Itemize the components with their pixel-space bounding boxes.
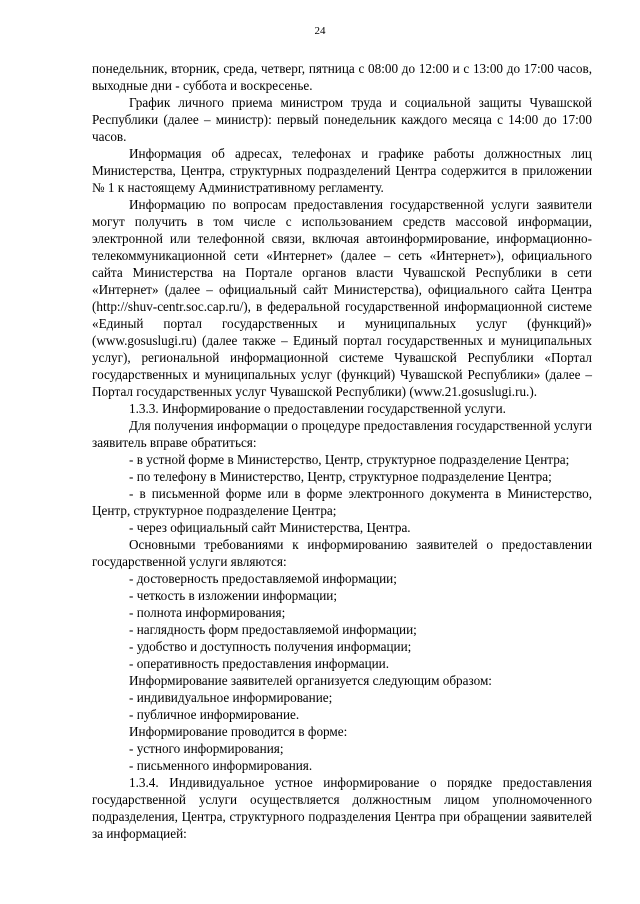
paragraph: - оперативность предоставления информации. xyxy=(129,656,390,671)
paragraph: График личного приема министром труда и социальной защиты Чувашской Республики (далее – министр): первый понедельник каждого месяца с 14:00 до 17:00 часов. xyxy=(92,95,592,144)
paragraph: Для получения информации о процедуре предоставления государственной услуги заявитель вправе обратиться: xyxy=(92,418,592,450)
paragraph: - устного информирования; xyxy=(129,741,284,756)
document-body xyxy=(92,60,592,842)
paragraph: Основными требованиями к информированию заявителей о предоставлении государственной услуги являются: xyxy=(92,537,592,569)
paragraph: - через официальный сайт Министерства, Центра. xyxy=(129,520,411,535)
paragraph: 1.3.4. Индивидуальное устное информирование о порядке предоставления государственной услуги осуществляется должностным лицом уполномоченного подразделения, Центра, структурного подразделения Центра при обращении заявителей за информацией: xyxy=(92,775,592,841)
paragraph: - по телефону в Министерство, Центр, структурное подразделение Центра; xyxy=(129,469,552,484)
paragraph: - достоверность предоставляемой информации; xyxy=(129,571,397,586)
paragraph: понедельник, вторник, среда, четверг, пятница с 08:00 до 12:00 и с 13:00 до 17:00 часов, выходные дни - суббота и воскресенье. xyxy=(92,61,592,93)
paragraph: - наглядность форм предоставляемой информации; xyxy=(129,622,417,637)
paragraph: - четкость в изложении информации; xyxy=(129,588,338,603)
paragraph: - индивидуальное информирование; xyxy=(129,690,333,705)
paragraph: - письменного информирования. xyxy=(129,758,313,773)
paragraph: - в письменной форме или в форме электронного документа в Министерство, Центр, структурное подразделение Центра; xyxy=(92,486,592,518)
paragraph: - полнота информирования; xyxy=(129,605,286,620)
paragraph: Информирование проводится в форме: xyxy=(129,724,348,739)
paragraph: Информирование заявителей организуется следующим образом: xyxy=(129,673,492,688)
paragraph: - удобство и доступность получения информации; xyxy=(129,639,412,654)
paragraph: - публичное информирование. xyxy=(129,707,300,722)
paragraph: - в устной форме в Министерство, Центр, структурное подразделение Центра; xyxy=(129,452,570,467)
paragraph: Информацию по вопросам предоставления государственной услуги заявители могут получить в том числе с использованием средств массовой информации, электронной или телефонной связи, включая автоинформирование, информационно-телекоммуникационной сети «Интернет» (далее – сеть «Интернет»), официального сайта Министерства на Портале органов власти Чувашской Республики в сети «Интернет» (далее – официальный сайт Министерства), официального сайта Центра (http://shuv-centr.soc.cap.ru/), в федеральной государственной информационной системе «Единый портал государственных и муниципальных услуг (функций)» (www.gosuslugi.ru) (далее также – Единый портал государственных и муниципальных услуг), региональной информационной системе Чувашской Республики «Портал государственных и муниципальных услуг (функций) Чувашской Республики» (далее – Портал государственных услуг Чувашской Республики) (www.21.gosuslugi.ru.). xyxy=(92,197,592,399)
paragraph: Информация об адресах, телефонах и графике работы должностных лиц Министерства, Центра, структурных подразделений Центра содержится в приложении № 1 к настоящему Административному регламенту. xyxy=(92,146,592,195)
page-number: 24 xyxy=(314,25,326,37)
paragraph: 1.3.3. Информирование о предоставлении государственной услуги. xyxy=(129,401,506,416)
